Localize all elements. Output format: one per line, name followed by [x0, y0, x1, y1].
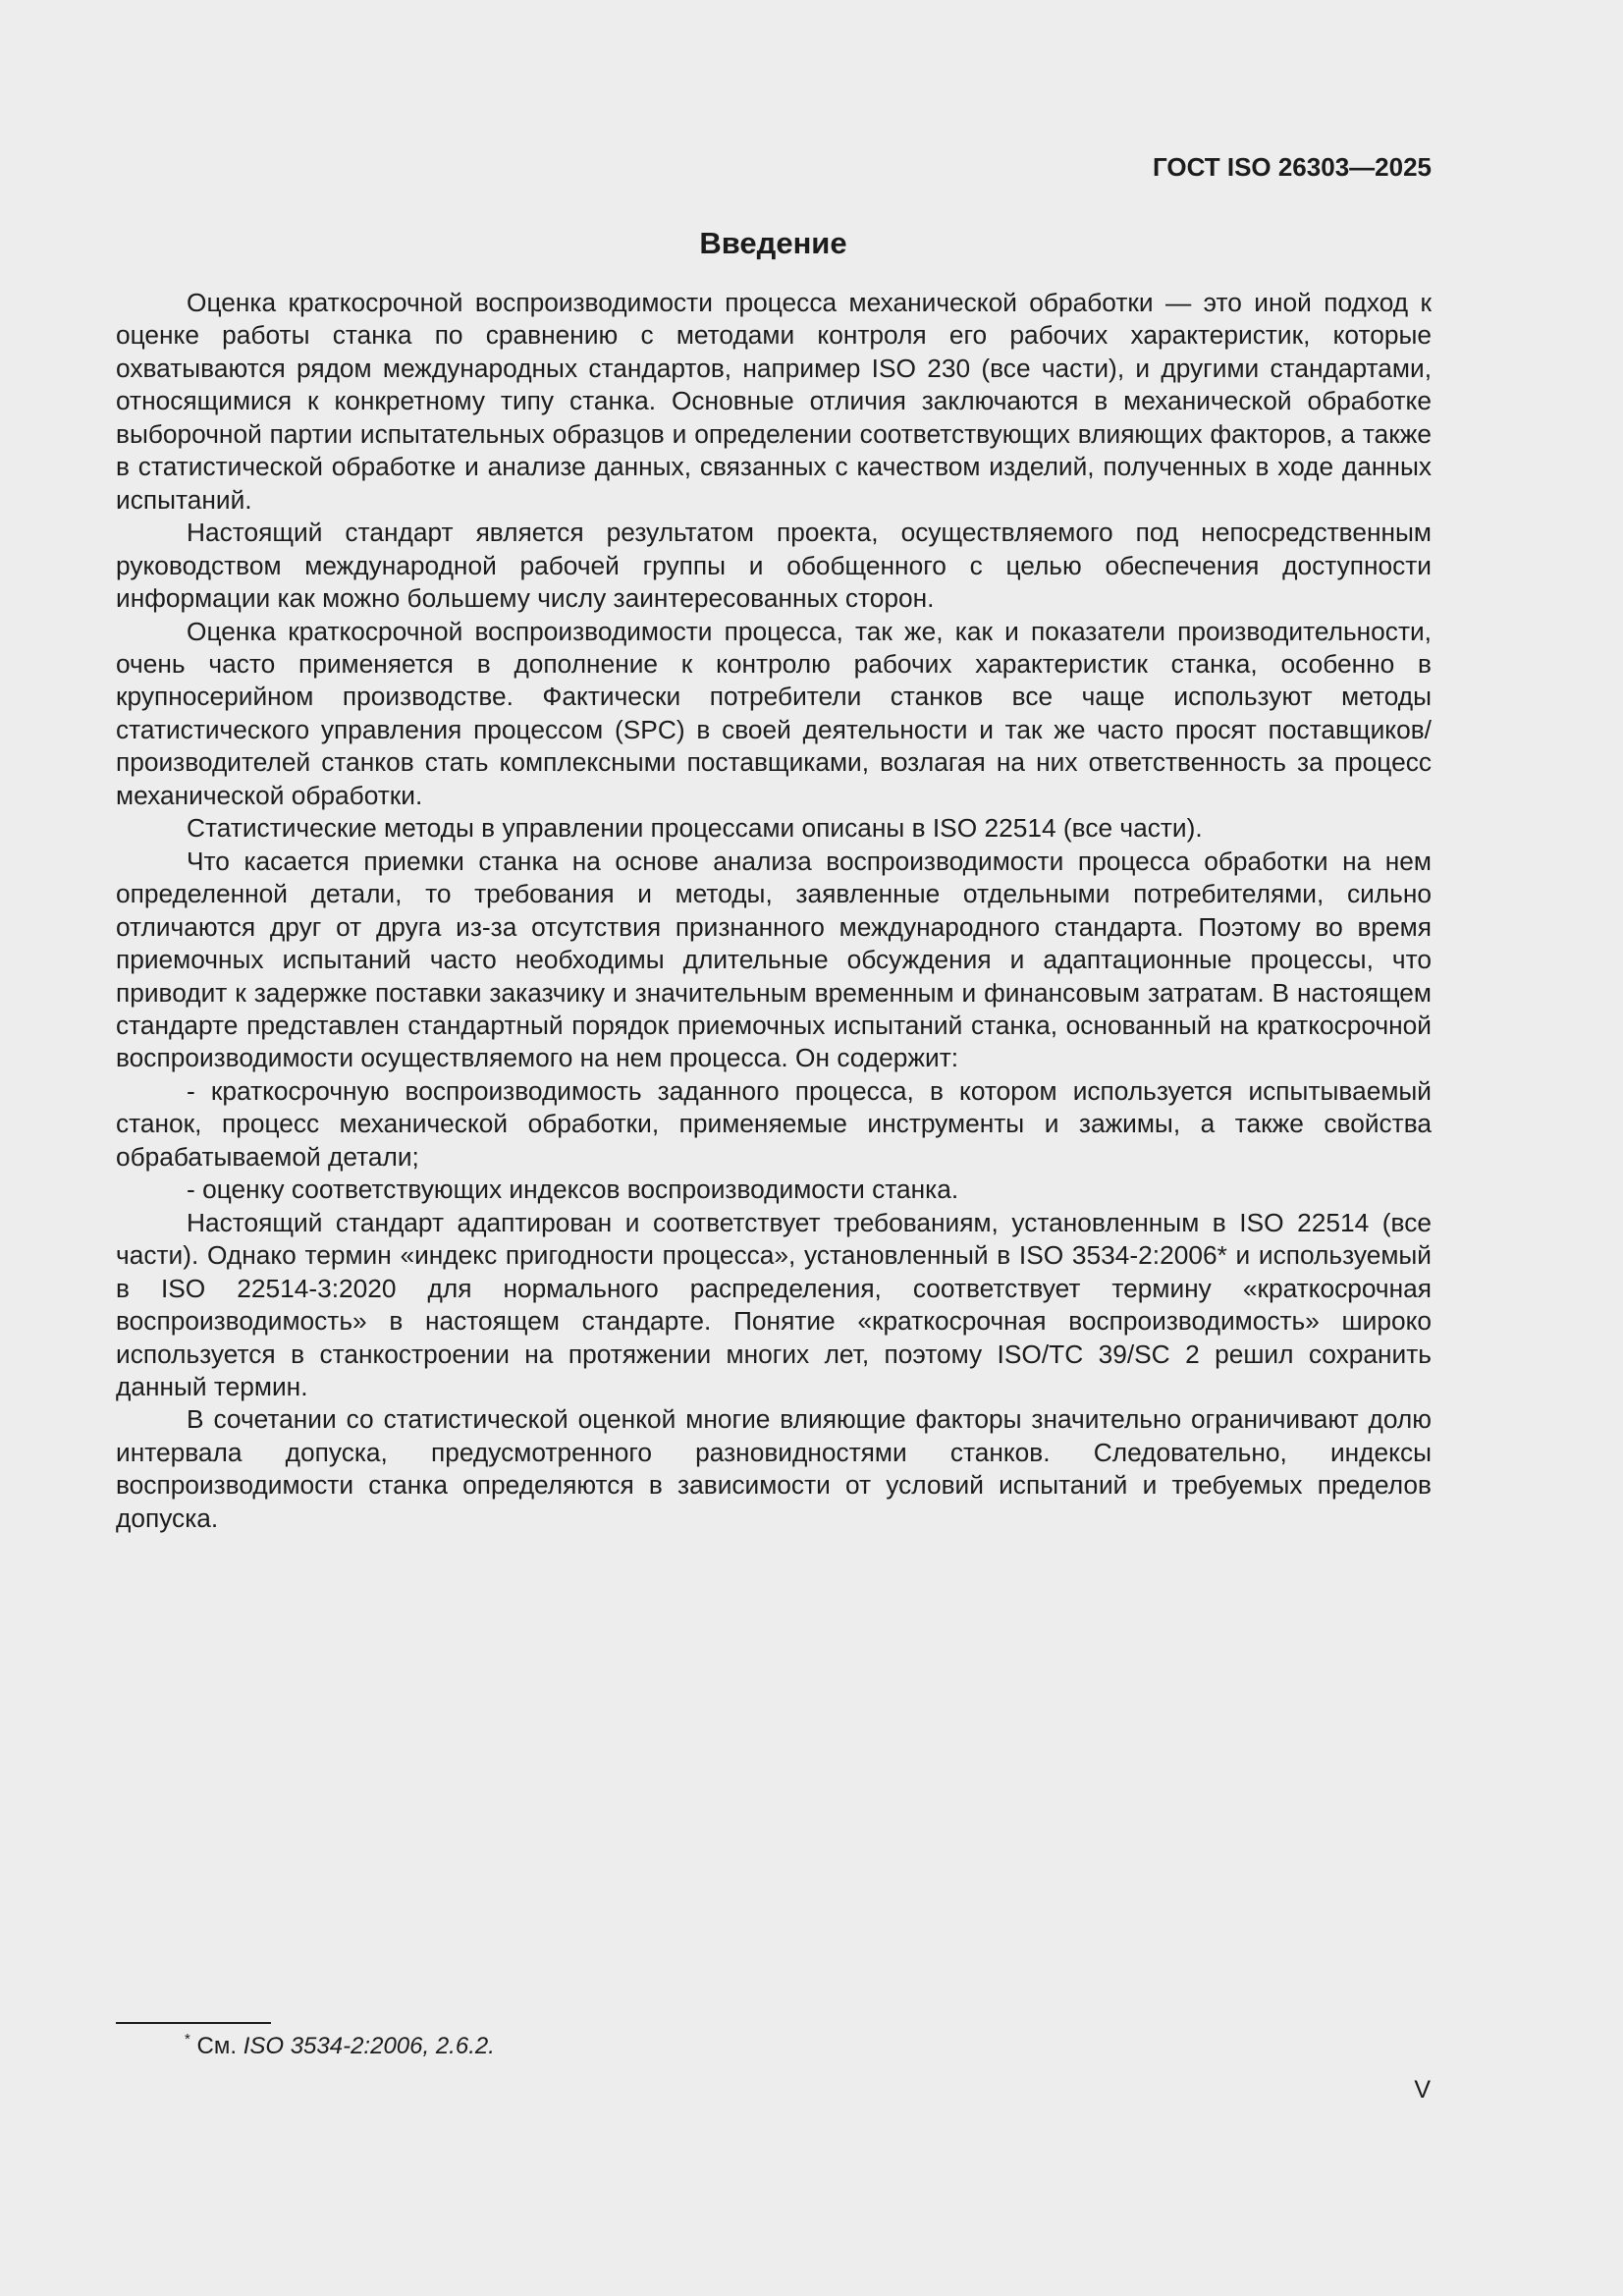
section-title: Введение — [699, 226, 847, 260]
page-number: V — [1414, 2076, 1431, 2104]
list-item-1: - краткосрочную воспроизводимость заданного процесса, в котором используется испытываемый станок, процесс механической обработки, применяемые инструменты и зажимы, а также свойства обрабатываемой детали; — [116, 1075, 1432, 1172]
footnote-separator — [116, 2022, 271, 2024]
paragraph-7: В сочетании со статистической оценкой многие влияющие факторы значительно ограничивают долю интервала допуска, предусмотренного разновидностями станков. Следовательно, индексы воспроизводимости станка определяются в зависимости от условий испытаний и требуемых пределов допуска. — [116, 1404, 1432, 1533]
footnote-prefix: См. — [189, 2033, 243, 2059]
document-code: ГОСТ ISO 26303—2025 — [1152, 152, 1432, 182]
footnote-reference: ISO 3534-2:2006, 2.6.2. — [243, 2033, 495, 2059]
introduction-body — [116, 287, 1432, 1535]
paragraph-6: Настоящий стандарт адаптирован и соответствует требованиям, установленным в ISO 22514 (все части). Однако термин «индекс пригодности процесса», установленный в ISO 3534-2:2006* и используемый в ISO 22514-3:2020 для нормального распределения, соответствует термину «краткосрочная воспроизводимость» в настоящем стандарте. Понятие «краткосрочная воспроизводимость» широко используется в станкостроении на протяжении многих лет, поэтому ISO/TC 39/SC 2 решил сохранить данный термин. — [116, 1207, 1432, 1401]
footnote-marker: * — [185, 2031, 190, 2048]
list-item-2: - оценку соответствующих индексов воспроизводимости станка. — [187, 1175, 959, 1205]
paragraph-4: Статистические методы в управлении процессами описаны в ISO 22514 (все части). — [187, 813, 1203, 844]
paragraph-3: Оценка краткосрочной воспроизводимости процесса, так же, как и показатели производительности, очень часто применяется в дополнение к контролю рабочих характеристик станка, особенно в крупносерийном производстве. Фактически потребители станков все чаще используют методы статистического управления процессом (SPC) в своей деятельности и так же часто просят поставщиков/производителей станков стать комплексными поставщиками, возлагая на них ответственность за процесс механической обработки. — [116, 616, 1432, 810]
paragraph-2: Настоящий стандарт является результатом проекта, осуществляемого под непосредственным руководством международной рабочей группы и обобщенного с целью обеспечения доступности информации как можно большему числу заинтересованных сторон. — [116, 518, 1432, 614]
paragraph-1: Оценка краткосрочной воспроизводимости процесса механической обработки — это иной подход к оценке работы станка по сравнению с методами контроля его рабочих характеристик, которые охватываются рядом международных стандартов, например ISO 230 (все части), и другими стандартами, относящимися к конкретному типу станка. Основные отличия заключаются в механической обработке выборочной партии испытательных образцов и определении соответствующих влияющих факторов, а также в статистической обработке и анализе данных, связанных с качеством изделий, полученных в ходе данных испытаний. — [116, 288, 1432, 515]
paragraph-5: Что касается приемки станка на основе анализа воспроизводимости процесса обработки на нем определенной детали, то требования и методы, заявленные отдельными потребителями, сильно отличаются друг от друга из-за отсутствия признанного международного стандарта. Поэтому во время приемочных испытаний часто необходимы длительные обсуждения и адаптационные процессы, что приводит к задержке поставки заказчику и значительным временным и финансовым затратам. В настоящем стандарте представлен стандартный порядок приемочных испытаний станка, основанный на краткосрочной воспроизводимости осуществляемого на нем процесса. Он содержит: — [116, 846, 1432, 1073]
footnote — [185, 2031, 495, 2062]
